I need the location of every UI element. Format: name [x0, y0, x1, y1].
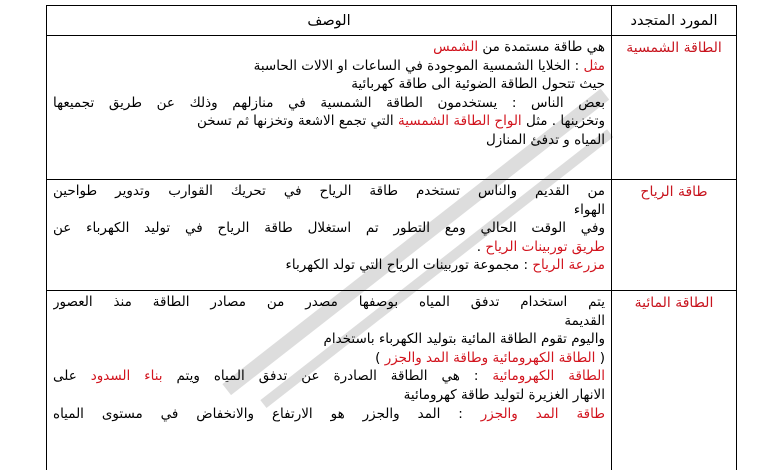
resources-table [46, 5, 737, 470]
description-line [53, 386, 605, 405]
resource-name: الطاقة المائية [612, 291, 737, 470]
highlighted-term: الواح الطاقة الشمسية [397, 113, 522, 130]
description-text: : مجموعة توربينات الرياح التي تولد الكهرباء [285, 257, 533, 274]
description-text: على [53, 368, 91, 385]
resource-description [47, 180, 612, 291]
description-line [53, 75, 605, 94]
description-line [53, 330, 605, 349]
description-text: حيث تتحول الطاقة الضوئية الى طاقة كهربائية [351, 76, 605, 93]
highlighted-term: مزرعة الرياح [532, 257, 605, 274]
description-text: ( [595, 349, 605, 366]
description-line [53, 367, 605, 386]
description-text: : المد والجزر هو الارتفاع والانخفاض في مستوى المياه [53, 405, 481, 422]
description-line [53, 112, 605, 131]
description-text: التي تجمع الاشعة وتخزنها ثم تسخن [197, 113, 398, 130]
description-text: من القديم والناس تستخدم طاقة الرياح في تحريك القوارب وتدوير طواحين [53, 183, 605, 199]
highlighted-term: الطاقة الكهرومائية [492, 368, 605, 385]
description-text: وفي الوقت الحالي ومع التطور تم استغلال طاقة الرياح في توليد الكهرباء عن [53, 220, 605, 237]
highlighted-term: الطاقة الكهرومائية وطاقة المد والجزر [384, 349, 596, 366]
description-text: وتخزينها . مثل [521, 113, 605, 130]
description-text: : الخلايا الشمسية الموجودة في الساعات او الالات الحاسبة [253, 57, 584, 74]
description-text: القديمة [564, 312, 605, 329]
description-line [53, 293, 605, 312]
description-line [53, 219, 605, 238]
table-header-row [47, 6, 737, 36]
description-text: الانهار الغزيرة لتوليد طاقة كهرومائية [403, 386, 605, 403]
highlighted-term: مثل [583, 57, 605, 74]
table-row [47, 291, 737, 470]
description-line [53, 57, 605, 76]
description-line [53, 238, 605, 257]
table-row [47, 180, 737, 291]
description-text: . [476, 238, 486, 255]
table-row [47, 36, 737, 180]
description-text: واليوم تقوم الطاقة المائية بتوليد الكهرباء باستخدام [323, 331, 605, 348]
description-text: بعض الناس : يستخدمون الطاقة الشمسية في منازلهم وذلك عن طريق تجميعها [53, 94, 605, 111]
highlighted-term: طاقة المد والجزر [480, 405, 605, 422]
description-text: الهواء [573, 201, 605, 218]
highlighted-term: طريق توربينات الرياح [485, 238, 605, 255]
description-text: ) [375, 349, 385, 366]
description-line [53, 94, 605, 113]
highlighted-term: الشمس [433, 39, 479, 55]
resource-name: الطاقة الشمسية [612, 36, 737, 180]
description-line [53, 131, 605, 150]
description-line [53, 38, 605, 57]
resource-description [47, 291, 612, 470]
resource-name: طاقة الرياح [612, 180, 737, 291]
description-line [53, 312, 605, 331]
highlighted-term: بناء السدود [90, 368, 163, 385]
description-text: يتم استخدام تدفق المياه بوصفها مصدر من مصادر الطاقة منذ العصور [53, 294, 605, 310]
description-line [53, 405, 605, 424]
description-line [53, 349, 605, 368]
header-description: الوصف [47, 6, 612, 36]
description-line [53, 182, 605, 201]
description-text: هي طاقة مستمدة من [478, 39, 605, 55]
resource-description [47, 36, 612, 180]
description-line [53, 256, 605, 275]
description-text: : هي الطاقة الصادرة عن تدفق المياه ويتم [162, 368, 493, 385]
description-line [53, 201, 605, 220]
header-resource: المورد المتجدد [612, 6, 737, 36]
description-text: المياه و تدفئ المنازل [485, 131, 605, 148]
